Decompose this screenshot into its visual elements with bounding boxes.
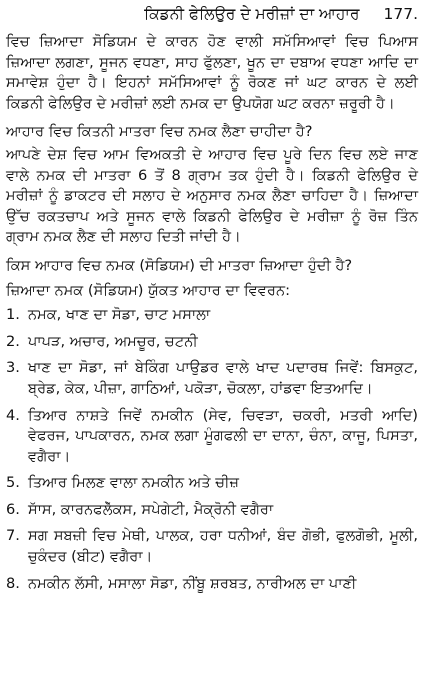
running-header-title: ਕਿਡਨੀ ਫੇਲਿਉਰ ਦੇ ਮਰੀਜ਼ਾਂ ਦਾ ਆਹਾਰ [144, 5, 360, 23]
list-item-text: ਪਾਪੜ, ਅਚਾਰ, ਅਮਚੂਰ, ਚਟਨੀ [28, 332, 198, 350]
question-high-sodium-foods: ਕਿਸ ਆਹਾਰ ਵਿਚ ਨਮਕ (ਸੋਡਿਯਮ) ਦੀ ਮਾਤਰਾ ਜ਼ਿਆਦਾ ਹੁੰਦੀ ਹੈ? [6, 256, 353, 274]
list-item-text: ਤਿਆਰ ਮਿਲਣ ਵਾਲਾ ਨਮਕੀਨ ਅਤੇ ਚੀਜ਼ [28, 474, 240, 492]
list-item-text: ਨਮਕੀਨ ਲੱਸੀ, ਮਸਾਲਾ ਸੋਡਾ, ਨੀਂਬੂ ਸ਼ਰਬਤ, ਨਾਰੀਅਲ ਦਾ ਪਾਣੀ [28, 574, 357, 592]
list-item [6, 473, 418, 494]
list-item [6, 358, 418, 399]
question-salt-quantity: ਆਹਾਰ ਵਿਚ ਕਿਤਨੀ ਮਾਤਰਾ ਵਿਚ ਨਮਕ ਲੈਣਾ ਚਾਹੀਦਾ ਹੈ? [6, 123, 313, 141]
list-item-text: ਨਮਕ, ਖਾਣ ਦਾ ਸੋਡਾ, ਚਾਟ ਮਸਾਲਾ [28, 306, 211, 324]
list-item [6, 332, 418, 353]
list-item-text: ਸਾੱਸ, ਕਾਰਨਫਲੇੱਕਸ, ਸਪੇਗੇਟੀ, ਮੈਕ੍ਰੋਨੀ ਵਗੈਰਾ [28, 500, 274, 518]
list-item [6, 574, 418, 595]
list-item-text: ਖਾਣ ਦਾ ਸੋਡਾ, ਜਾਂ ਬੇਕਿੰਗ ਪਾਉਡਰ ਵਾਲੇ ਖਾਦ ਪਦਾਰਥ ਜਿਵੇਂ: ਬਿਸਕੁਟ, ਬ੍ਰੇਡ, ਕੇਕ, ਪੀਜ਼ਾ, ਗਾਠਿਆਂ, ਪਕੋੜਾ, ਚੋਕਲਾ, ਹਾਂਡਵਾ ਇਤਆਦਿ। [28, 359, 418, 397]
paragraph-sodium-problems: ਵਿਚ ਜ਼ਿਆਦਾ ਸੋਡਿਯਮ ਦੇ ਕਾਰਨ ਹੋਣ ਵਾਲੀ ਸਮੱਸਿਆਵਾਂ ਵਿਚ ਪਿਆਸ ਜ਼ਿਆਦਾ ਲਗਣਾ, ਸੂਜਨ ਵਧਣਾ, ਸਾਹ ਫੁੱਲਣਾ, ਖੂਨ ਦਾ ਦਬਾਅ ਵਧਣਾ ਆਦਿ ਦਾ ਸਮਾਵੇਸ਼ ਹੁੰਦਾ ਹੈ। ਇਹਨਾਂ ਸਮੱਸਿਆਵਾਂ ਨੂੰ ਰੋਕਣ ਜਾਂ ਘਟ ਕਾਰਨ ਦੇ ਲਈ ਕਿਡਨੀ ਫੇਲਿਉਰ ਦੇ ਮਰੀਜ਼ਾਂ ਲਈ ਨਮਕ ਦਾ ਉਪਯੋਗ ਘਟ ਕਰਨਾ ਜ਼ਰੂਰੀ ਹੈ। [6, 33, 418, 112]
list-item-text: ਤਿਆਰ ਨਾਸ਼ਤੇ ਜਿਵੇਂ ਨਮਕੀਨ (ਸੇਵ, ਚਿਵੜਾ, ਚਕਰੀ, ਮਤਰੀ ਆਦਿ) ਵੇਫਰਜ, ਪਾਪਕਾਰਨ, ਨਮਕ ਲਗਾ ਮੂੰਗਫਲੀ ਦਾ ਦਾਨਾ, ਚੰਨਾ, ਕਾਜੂ, ਪਿਸਤਾ, ਵਗੈਰਾ। [28, 406, 418, 465]
list-item [6, 305, 418, 326]
list-item-text: ਸਗ ਸਬਜ਼ੀ ਵਿਚ ਮੇਥੀ, ਪਾਲਕ, ਹਰਾ ਧਨੀਆਂ, ਬੰਦ ਗੋਭੀ, ਫੁਲਗੋਭੀ, ਮੂਲੀ, ਚੁਕੰਦਰ (ਬੀਟ) ਵਗੈਰਾ। [28, 527, 418, 566]
list-item-number: 4. [6, 406, 20, 424]
list-item-number: 3. [6, 359, 20, 377]
list-item [6, 526, 418, 567]
list-item-number: 5. [6, 474, 20, 492]
list-item [6, 500, 418, 521]
high-sodium-food-list [6, 305, 418, 594]
list-item [6, 406, 418, 468]
running-header [6, 4, 418, 26]
list-item-number: 2. [6, 332, 20, 350]
list-intro: ਜ਼ਿਆਦਾ ਨਮਕ (ਸੋਡਿਯਮ) ਯੁੱਕਤ ਆਹਾਰ ਦਾ ਵਿਵਰਨ: [6, 281, 291, 299]
list-item-number: 7. [6, 527, 20, 545]
list-item-number: 1. [6, 306, 20, 324]
paragraph-salt-quantity: ਆਪਣੇ ਦੇਸ਼ ਵਿਚ ਆਮ ਵਿਅਕਤੀ ਦੇ ਆਹਾਰ ਵਿਚ ਪੂਰੇ ਦਿਨ ਵਿਚ ਲਏ ਜਾਣ ਵਾਲੇ ਨਮਕ ਦੀ ਮਾਤਰਾ 6 ਤੋਂ 8 ਗ੍ਰਾਮ ਤਕ ਹੁੰਦੀ ਹੈ। ਕਿਡਨੀ ਫੇਲਿਉਰ ਦੇ ਮਰੀਜ਼ਾਂ ਨੂੰ ਡਾਕਟਰ ਦੀ ਸਲਾਹ ਦੇ ਅਨੁਸਾਰ ਨਮਕ ਲੈਣਾ ਚਾਹਿਦਾ ਹੈ। ਜ਼ਿਆਦਾ ਉੱਚ ਰਕਤਚਾਪ ਅਤੇ ਸੂਜਨ ਵਾਲੇ ਕਿਡਨੀ ਫੇਲਿਉਰ ਦੇ ਮਰੀਜ਼ਾ ਨੂੰ ਰੋਜ਼ ਤਿੰਨ ਗ੍ਰਾਮ ਨਮਕ ਲੈਣ ਦੀ ਸਲਾਹ ਦਿਤੀ ਜਾਂਦੀ ਹੈ। [6, 145, 418, 246]
list-item-number: 8. [6, 574, 20, 592]
page-number: 177. [383, 5, 418, 23]
list-item-number: 6. [6, 500, 20, 518]
